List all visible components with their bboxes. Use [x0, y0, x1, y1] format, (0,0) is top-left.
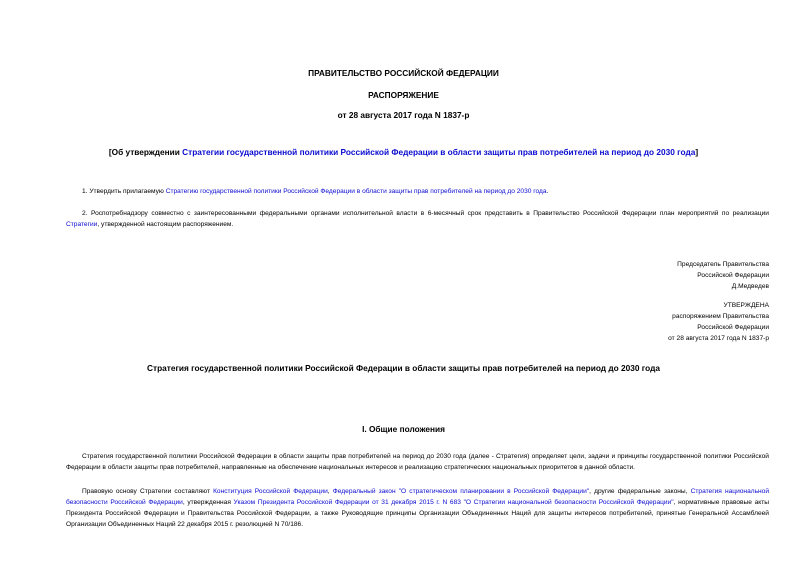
document-type-heading: РАСПОРЯЖЕНИЕ [368, 90, 439, 100]
item-1-prefix: 1. Утвердить прилагаемую [82, 188, 166, 195]
section-1-title: I. Общие положения [362, 424, 445, 434]
subject-open-bracket: [Об утверждении [108, 147, 183, 157]
constitution-link[interactable]: Конституция Российской Федерации [213, 488, 328, 495]
subject-strategy-link[interactable]: Стратегии государственной политики Российской Федерации в области защиты прав потребителей на период до 2030 года [182, 147, 696, 157]
strategy-title: Стратегия государственной политики Российской Федерации в области защиты прав потребителей на период до 2030 года [147, 363, 660, 373]
presidential-decree-link[interactable]: Указом Президента Российской Федерации от 31 декабря 2015 г. N 683 "О Стратегии национальной безопасности Российской Федерации" [233, 499, 674, 506]
approval-date: от 28 августа 2017 года N 1837-р [668, 335, 769, 342]
section-1-paragraph-2 [66, 486, 769, 530]
approval-block [668, 300, 769, 344]
item-1-paragraph [66, 186, 769, 197]
signature-block [677, 259, 769, 292]
approval-country: Российской Федерации [697, 324, 769, 331]
strategic-planning-law-link[interactable]: Федеральный закон "О стратегическом планировании в Российской Федерации" [332, 488, 590, 495]
other-laws-text: , другие федеральные законы, [589, 488, 691, 495]
signature-country: Российской Федерации [697, 272, 769, 279]
approved-by-text: , утвержденная [182, 499, 234, 506]
item-2-paragraph [66, 208, 769, 230]
separator-comma: , [327, 488, 333, 495]
legal-basis-rest: , нормативные правовые акты Президента Российской Федерации и Правительства Российской Федерации, а также Руководящие принципы Организации Объединенных Наций для защиты интересов потребителей, принятые Генеральной Ассамблеей Организации Объединенных Наций 22 декабря 2015 г. резолюцией N 70/186. [66, 499, 769, 528]
section-1-paragraph-1 [66, 451, 769, 473]
item-1-suffix: . [546, 188, 549, 195]
signature-name: Д.Медведев [731, 283, 769, 290]
government-heading: ПРАВИТЕЛЬСТВО РОССИЙСКОЙ ФЕДЕРАЦИИ [308, 68, 499, 78]
approval-title: УТВЕРЖДЕНА [723, 302, 769, 309]
item-1-strategy-link[interactable]: Стратегию государственной политики Российской Федерации в области защиты прав потребителей на период до 2030 года [165, 188, 547, 195]
item-2-suffix: , утвержденной настоящим распоряжением. [97, 221, 234, 228]
approval-by: распоряжением Правительства [672, 313, 769, 320]
item-2-strategy-link[interactable]: Стратегии [66, 221, 98, 228]
national-security-strategy-link[interactable]: Стратегия национальной безопасности Российской Федерации [66, 488, 770, 506]
signature-position: Председатель Правительства [677, 261, 769, 268]
document-date-number: от 28 августа 2017 года N 1837-р [337, 110, 470, 120]
document-subject [0, 147, 807, 157]
legal-basis-intro: Правовую основу Стратегии составляют [82, 488, 214, 495]
section-1-paragraph-1-text: Стратегия государственной политики Российской Федерации в области защиты прав потребителей на период до 2030 года (далее - Стратегия) определяет цели, задачи и принципы государственной политики Российской Федерации в области защиты прав потребителей, направленные на обеспечение национальных интересов и реализацию стратегических национальных приоритетов в данной области. [66, 453, 769, 471]
subject-close-bracket: ] [695, 147, 699, 157]
item-2-text: 2. Роспотребнадзору совместно с заинтересованными федеральными органами исполнительной власти в 6-месячный срок представить в Правительство Российской Федерации план мероприятий по реализации [82, 210, 769, 217]
